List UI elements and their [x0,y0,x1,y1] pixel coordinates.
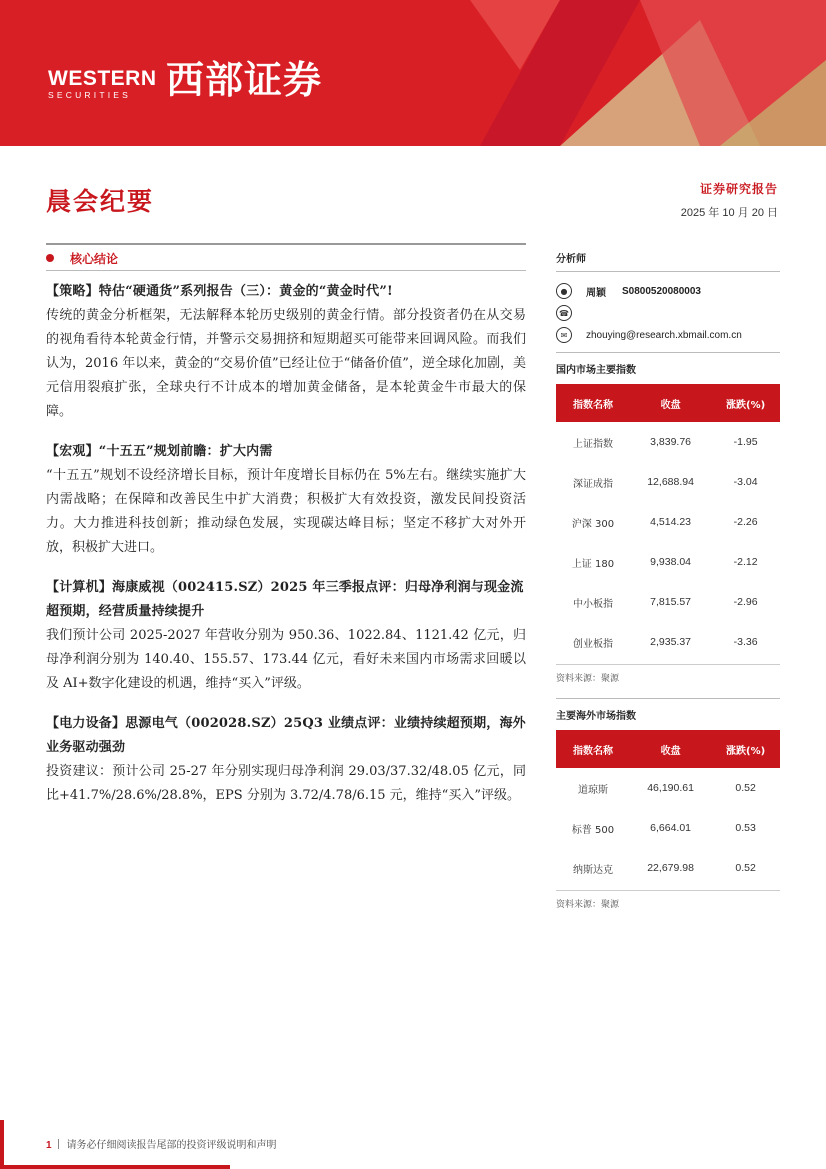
section-heading-text: 核心结论 [70,252,119,266]
table-row [556,848,780,888]
article-title: 【电力设备】思源电气（002028.SZ）25Q3 业绩点评：业绩持续超预期，海外业务驱动强劲 [46,716,526,755]
article-title: 【宏观】“十五五”规划前瞻：扩大内需 [46,444,273,459]
article-body: 投资建议：预计公司 25-27 年分别实现归母净利润 29.03/37.32/48.05 亿元，同比+41.7%/28.6%/28.8%，EPS 分别为 3.72/4.78/6.15 元，维持“买入”评级。 [46,764,526,803]
index-name: 创业板指 [572,638,613,650]
analyst-row [556,280,780,302]
table-row [556,768,780,808]
table-row [556,808,780,848]
overseas-index-table [556,730,780,888]
analyst-id: S0800520080003 [622,285,701,297]
table-row [556,462,780,502]
index-name: 道琼斯 [577,784,608,796]
report-date: 2025 年 10 月 20 日 [680,207,778,219]
index-name: 标普 500 [571,824,615,836]
column-header: 收盘 [630,730,711,768]
index-close: 9,938.04 [650,556,692,568]
mail-icon: ✉ [556,327,572,343]
index-close: 4,514.23 [650,516,692,528]
analyst-label: 分析师 [556,254,586,265]
person-icon: ● [556,283,572,299]
index-name: 深证成指 [572,478,613,490]
article-body: “十五五”规划不设经济增长目标，预计年度增长目标仍在 5%左右。继续实施扩大内需战略；在保障和改善民生中扩大消费；积极扩大有效投资，激发民间投资活力。大力推进科技创新；推动绿色发展，实现碳达峰目标；坚定不移扩大对外开放，积极扩大进口。 [46,468,526,555]
index-name: 纳斯达克 [572,864,613,876]
column-header: 指数名称 [556,384,630,422]
index-name: 中小板指 [572,598,613,610]
domestic-index-table [556,384,780,662]
page-number: 1 [46,1140,52,1151]
divider [46,270,526,271]
divider [58,1139,59,1149]
column-header: 涨跌(%) [711,384,780,422]
sidebar [556,250,780,910]
column-header: 涨跌(%) [711,730,780,768]
domestic-source: 资料来源：聚源 [556,664,780,684]
article-computer [46,576,526,696]
email-row [556,324,780,346]
analyst-email[interactable]: zhouying@research.xbmail.com.cn [586,329,742,341]
divider [556,271,780,272]
index-change: -2.26 [733,516,758,528]
divider [46,243,526,245]
table-row [556,502,780,542]
analyst-name: 周颖 [586,287,606,299]
index-change: -3.36 [733,636,758,648]
page-footer [46,1136,277,1151]
article-body: 我们预计公司 2025-2027 年营收分别为 950.36、1022.84、1121.42 亿元，归母净利润分别为 140.40、155.57、173.44 亿元，看好未来国内市场需求回暖以及 AI+数字化建设的机遇，维持“买入”评级。 [46,628,526,691]
table-header-row [556,730,780,768]
column-header: 收盘 [630,384,711,422]
index-name: 上证指数 [572,438,613,450]
overseas-source: 资料来源：聚源 [556,890,780,910]
divider [556,352,780,353]
index-change: 0.52 [735,862,756,874]
report-type: 证券研究报告 [699,182,778,196]
section-heading [46,250,118,267]
corner-decoration [0,1165,230,1169]
logo-english-sub: SECURITIES [48,90,132,100]
article-power-equipment [46,712,526,808]
table-row [556,582,780,622]
article-list [46,280,526,824]
footer-disclaimer: 请务必仔细阅读报告尾部的投资评级说明和声明 [66,1140,277,1151]
index-change: -3.04 [733,476,758,488]
article-title: 【策略】特估“硬通货”系列报告（三）：黄金的“黄金时代”! [46,284,393,299]
article-body: 传统的黄金分析框架，无法解释本轮历史级别的黄金行情。部分投资者仍在从交易的视角看待本轮黄金行情，并警示交易拥挤和短期超买可能带来回调风险。而我们认为，2016 年以来，黄金的“交易价值”已经让位于“储备价值”，逆全球化加剧，美元信用裂痕扩张，全球央行不计成本的增加黄金储备，是本轮黄金牛市最大的保障。 [46,308,526,419]
domestic-table-title: 国内市场主要指数 [556,365,636,376]
table-row [556,542,780,582]
index-close: 3,839.76 [650,436,692,448]
index-change: -2.12 [733,556,758,568]
logo-english: WESTERN [48,67,157,90]
index-change: 0.52 [735,782,756,794]
corner-decoration [0,1120,4,1169]
index-change: 0.53 [735,822,756,834]
logo-chinese: 西部证券 [166,58,323,102]
bullet-icon [46,254,54,262]
article-macro [46,440,526,560]
index-close: 46,190.61 [647,782,694,794]
index-close: 2,935.37 [650,636,692,648]
phone-row [556,302,780,324]
index-close: 7,815.57 [650,596,692,608]
table-row [556,422,780,462]
divider [556,698,780,699]
column-header: 指数名称 [556,730,630,768]
index-name: 沪深 300 [571,518,615,530]
index-change: -2.96 [733,596,758,608]
article-title: 【计算机】海康威视（002415.SZ）2025 年三季报点评：归母净利润与现金流超预期，经营质量持续提升 [46,580,524,619]
index-close: 12,688.94 [647,476,694,488]
overseas-table-title: 主要海外市场指数 [556,711,636,722]
index-name: 上证 180 [571,558,615,570]
page-title: 晨会纪要 [46,187,155,216]
article-strategy [46,280,526,424]
table-row [556,622,780,662]
table-header-row [556,384,780,422]
index-close: 22,679.98 [647,862,694,874]
index-change: -1.95 [733,436,758,448]
phone-icon: ☎ [556,305,572,321]
index-close: 6,664.01 [650,822,692,834]
header-banner [0,0,826,146]
